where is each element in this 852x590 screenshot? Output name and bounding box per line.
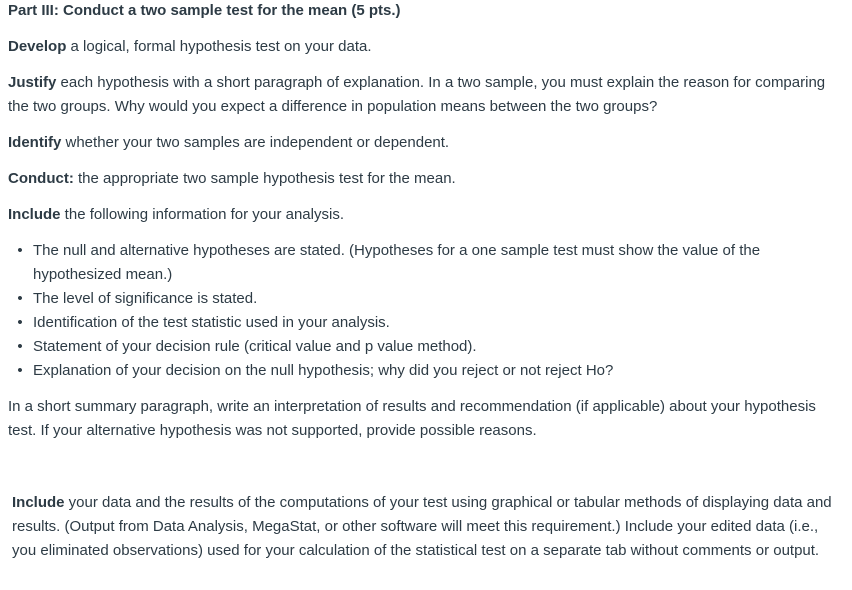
- bullet-icon: •: [17, 242, 23, 259]
- identify-label: Identify: [8, 134, 62, 151]
- spacer: [8, 443, 842, 479]
- conduct-label: Conduct:: [8, 170, 74, 187]
- develop-paragraph: [8, 35, 842, 59]
- bullet-icon: •: [17, 290, 23, 307]
- page-title: Part III: Conduct a two sample test for the mean (5 pts.): [8, 2, 401, 19]
- include-info-label: Include: [8, 206, 61, 223]
- list-item-text: Explanation of your decision on the null hypothesis; why did you reject or not reject Ho?: [33, 362, 614, 379]
- develop-text: a logical, formal hypothesis test on your data.: [66, 38, 372, 55]
- identify-paragraph: [8, 131, 842, 155]
- list-item-text: Statement of your decision rule (critical value and p value method).: [33, 338, 477, 355]
- list-item: [17, 335, 842, 359]
- list-item: [17, 239, 842, 287]
- list-item: [17, 287, 842, 311]
- list-item-text: Identification of the test statistic used in your analysis.: [33, 314, 390, 331]
- conduct-text: the appropriate two sample hypothesis test for the mean.: [73, 170, 456, 187]
- list-item: [17, 311, 842, 335]
- requirements-list: [8, 239, 842, 383]
- develop-label: Develop: [8, 38, 67, 55]
- include-data-text: your data and the results of the computations of your test using graphical or tabular methods of displaying data and results. (Output from Data Analysis, MegaStat, or other software will meet this requirement.) Include your edited data (i.e., you eliminated observations) used for your calculation of the statistical test on a separate tab without comments or output.: [12, 494, 832, 559]
- justify-paragraph: [8, 71, 842, 119]
- conduct-paragraph: [8, 167, 842, 191]
- justify-label: Justify: [8, 74, 57, 91]
- list-item: [17, 359, 842, 383]
- include-info-paragraph: [8, 203, 842, 227]
- identify-text: whether your two samples are independent or dependent.: [61, 134, 450, 151]
- bullet-icon: •: [17, 314, 23, 331]
- list-item-text: The null and alternative hypotheses are stated. (Hypotheses for a one sample test must show the value of the hypothesized mean.): [33, 242, 761, 283]
- justify-text: each hypothesis with a short paragraph of explanation. In a two sample, you must explain the reason for comparing the two groups. Why would you expect a difference in population means between the two groups?: [8, 74, 826, 115]
- bullet-icon: •: [17, 338, 23, 355]
- include-info-text: the following information for your analysis.: [60, 206, 344, 223]
- include-data-label: Include: [12, 494, 65, 511]
- bullet-icon: •: [17, 362, 23, 379]
- list-item-text: The level of significance is stated.: [33, 290, 258, 307]
- include-data-paragraph: [8, 491, 842, 563]
- summary-paragraph: In a short summary paragraph, write an interpretation of results and recommendation (if applicable) about your hypothesis test. If your alternative hypothesis was not supported, provide possible reasons.: [8, 398, 816, 439]
